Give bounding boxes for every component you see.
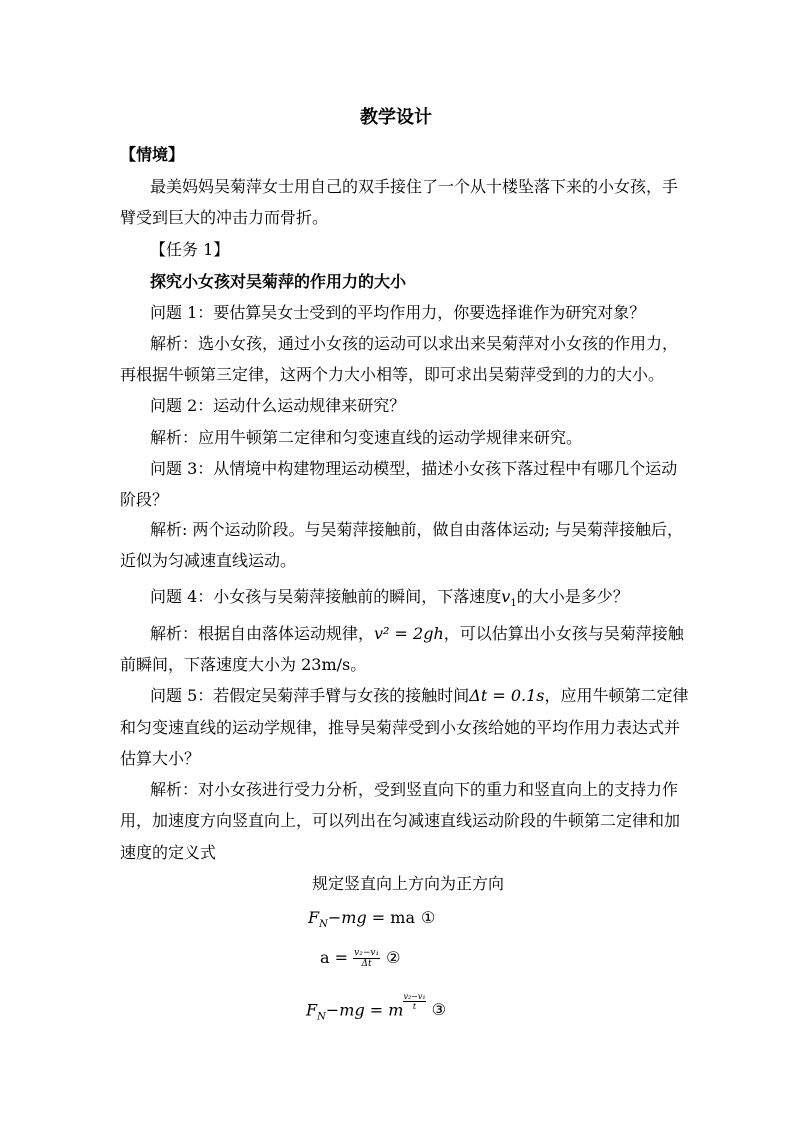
answer-5-line-1: 解析：对小女孩进行受力分析，受到竖直向下的重力和竖直向上的支持力作 (150, 780, 679, 799)
answer-3-line-1: 解析: 两个运动阶段。与吴菊萍接触前，做自由落体运动; 与吴菊萍接触后， (150, 520, 683, 539)
question-1: 问题 1：要估算吴女士受到的平均作用力，你要选择谁作为研究对象？ (150, 303, 646, 322)
eq2-denominator: Δt (361, 959, 372, 969)
question-4-suffix: 的大小是多少？ (516, 587, 629, 606)
answer-5-line-3: 速度的定义式 (120, 843, 217, 862)
answer-4-line-2: 前瞬间，下落速度大小为 23m/s。 (120, 655, 367, 674)
eq1-mid: −mg = (327, 908, 391, 927)
question-5-line-3: 估算大小？ (120, 749, 201, 768)
scenario-line-1: 最美妈妈吴菊萍女士用自己的双手接住了一个从十楼坠落下来的小女孩，手 (150, 177, 679, 196)
eq3-force-subscript: N (317, 1011, 326, 1023)
answer-1-line-1: 解析：选小女孩，通过小女孩的运动可以求出来吴菊萍对小女孩的作用力， (150, 334, 679, 353)
eq1-force: F (308, 908, 320, 927)
eq2-lhs: a = (320, 948, 354, 967)
question-5-line-2: 和匀变速直线的运动学规律，推导吴菊萍受到小女孩给她的平均作用力表达式并 (120, 718, 681, 737)
scenario-line-2: 臂受到巨大的冲击力而骨折。 (120, 208, 329, 227)
eq1-force-subscript: N (319, 919, 328, 931)
answer-2: 解析：应用牛顿第二定律和匀变速直线的运动学规律来研究。 (150, 428, 583, 447)
answer-4-line-1 (150, 624, 684, 644)
answer-1-line-2: 再根据牛顿第三定律，这两个力大小相等，即可求出吴菊萍受到的力的大小。 (120, 365, 665, 384)
answer-4-prefix: 解析：根据自由落体运动规律， (150, 624, 375, 643)
question-4 (150, 587, 629, 614)
answer-3-line-2: 近似为匀减速直线运动。 (120, 551, 297, 570)
section-label-scenario: 【情境】 (120, 145, 185, 164)
question-5-suffix: ，应用牛顿第二定律 (544, 686, 689, 705)
eq3-mid: −mg = m (325, 1000, 404, 1020)
eq3-denominator: t (412, 1002, 417, 1011)
velocity-symbol: v (501, 587, 511, 606)
velocity-subscript: 1 (510, 598, 517, 610)
answer-5-line-2: 用，加速度方向竖直向上，可以列出在匀减速直线运动阶段的牛顿第二定律和加 (120, 811, 681, 830)
task-heading: 探究小女孩对吴菊萍的作用力的大小 (150, 272, 407, 291)
eq1-number: ① (420, 908, 436, 927)
eq3-fraction (403, 992, 425, 1011)
free-fall-formula: v² = 2gh (374, 624, 444, 643)
equation-2 (320, 948, 400, 969)
eq2-fraction (353, 948, 380, 969)
question-2: 问题 2：运动什么运动规律来研究？ (150, 396, 406, 415)
eq3-force: F (306, 1000, 318, 1020)
equation-1 (308, 908, 435, 930)
equation-3 (306, 992, 446, 1023)
answer-4-suffix: ，可以估算出小女孩与吴菊萍接触 (443, 624, 684, 643)
task-label: 【任务 1】 (150, 240, 230, 259)
eq1-rhs: ma (390, 908, 415, 927)
eq2-numerator: v₂−v₁ (354, 948, 380, 958)
page-title: 教学设计 (360, 107, 432, 128)
question-4-prefix: 问题 4：小女孩与吴菊萍接触前的瞬间，下落速度 (150, 587, 502, 606)
question-5-line-1 (150, 686, 689, 706)
eq3-number: ③ (431, 1000, 446, 1020)
direction-note: 规定竖直向上方向为正方向 (312, 874, 505, 893)
question-3-line-1: 问题 3：从情境中构建物理运动模型，描述小女孩下落过程中有哪几个运动 (150, 459, 678, 478)
contact-time-formula: Δt = 0.1s (469, 686, 545, 705)
eq2-number: ② (386, 948, 401, 967)
question-5-prefix: 问题 5：若假定吴菊萍手臂与女孩的接触时间 (150, 686, 470, 705)
question-3-line-2: 阶段？ (120, 490, 169, 509)
eq3-numerator: v₂−v₁ (403, 992, 426, 1001)
